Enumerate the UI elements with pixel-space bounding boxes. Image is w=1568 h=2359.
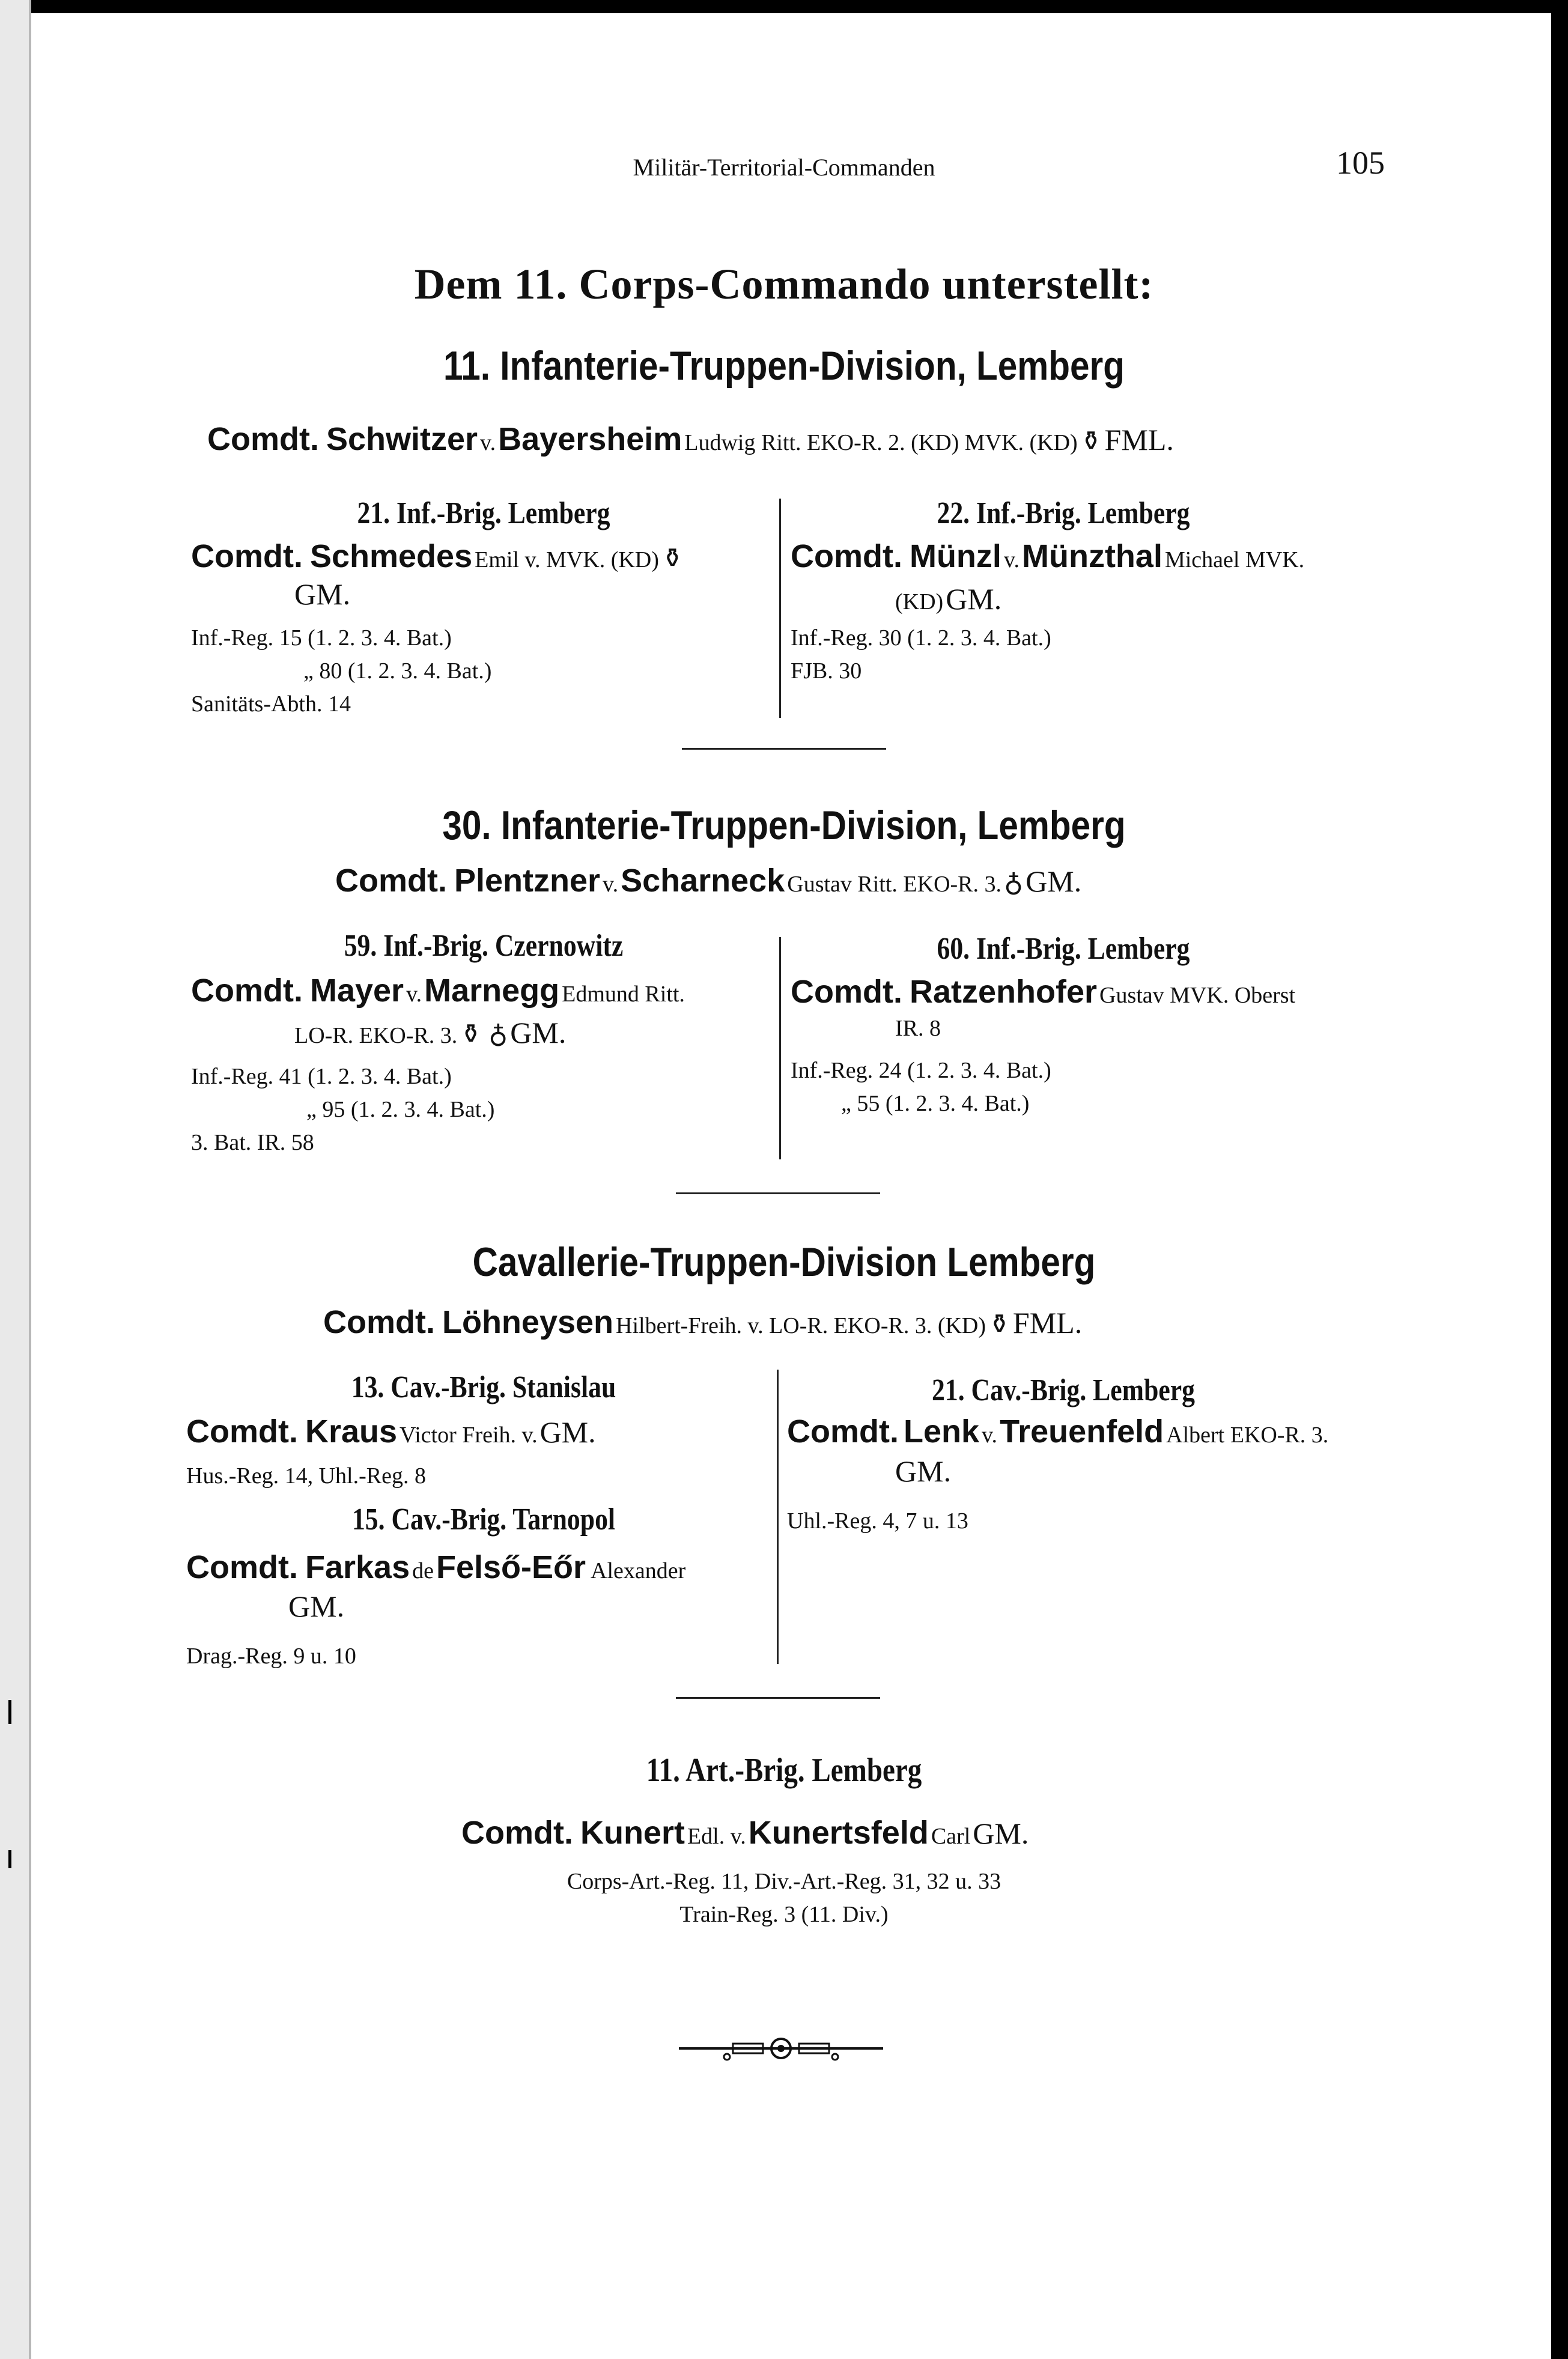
commander-details: Michael MVK. xyxy=(1164,547,1305,572)
commander-surname: Ratzenhofer xyxy=(909,974,1097,1010)
brigade-commander-21-inf xyxy=(191,538,684,575)
brigade-commander-15-cav xyxy=(186,1549,685,1586)
main-heading: Dem 11. Corps-Commando unterstellt: xyxy=(414,260,1154,308)
comdt-label: Comdt. xyxy=(461,1815,573,1851)
commander-surname: Schmedes xyxy=(309,538,473,574)
commander-details: IR. 8 xyxy=(895,1016,941,1041)
commander-details: Alexander xyxy=(591,1558,686,1583)
scan-mark xyxy=(8,1700,11,1724)
commander-details: (KD) xyxy=(895,589,944,615)
page-number: 105 xyxy=(1336,145,1385,181)
nobility-particle: Edl. v. xyxy=(687,1824,746,1849)
scan-border-top xyxy=(0,0,1568,13)
brigade-title-13-cav: 13. Cav.-Brig. Stanislau xyxy=(351,1370,616,1404)
nobility-particle: v. xyxy=(480,430,496,455)
commander-surname: Plentzner xyxy=(454,863,601,899)
commander-details: LO-R. EKO-R. 3. xyxy=(294,1023,458,1048)
commander-surname: Lenk xyxy=(903,1413,980,1450)
comdt-label: Comdt. xyxy=(186,1549,298,1585)
brigade-title-21-inf: 21. Inf.-Brig. Lemberg xyxy=(357,496,610,530)
division-title-11: 11. Infanterie-Truppen-Division, Lemberg xyxy=(443,343,1125,389)
commander-continuation xyxy=(895,581,1001,616)
unit-line: Drag.-Reg. 9 u. 10 xyxy=(186,1644,356,1669)
comdt-label: Comdt. xyxy=(791,974,902,1010)
unit-line: Uhl.-Reg. 4, 7 u. 13 xyxy=(787,1508,968,1534)
nobility-particle: v. xyxy=(603,872,619,897)
rank: FML. xyxy=(1104,423,1174,457)
division-commander-30 xyxy=(335,862,1081,899)
decoration-icon: ⚱ xyxy=(661,544,684,573)
commander-continuation xyxy=(294,1015,566,1050)
commander-surname-2: Münzthal xyxy=(1021,538,1162,574)
unit-line: 3. Bat. IR. 58 xyxy=(191,1130,314,1155)
comdt-label: Comdt. xyxy=(191,538,303,574)
commander-details: Emil v. MVK. (KD) xyxy=(475,547,659,572)
commander-details: Gustav Ritt. EKO-R. 3. xyxy=(787,872,1002,897)
unit-line: Train-Reg. 3 (11. Div.) xyxy=(679,1902,889,1927)
unit-line: Inf.-Reg. 30 (1. 2. 3. 4. Bat.) xyxy=(791,625,1051,651)
commander-surname: Löhneysen xyxy=(442,1304,614,1340)
nobility-particle: v. xyxy=(982,1422,998,1448)
commander-details: Hilbert-Freih. v. LO-R. EKO-R. 3. (KD) xyxy=(616,1313,986,1338)
commander-details: Carl xyxy=(931,1824,971,1849)
section-separator xyxy=(682,748,886,750)
running-title: Militär-Territorial-Commanden xyxy=(633,154,935,181)
division-commander-cavalry xyxy=(323,1304,1082,1341)
decoration-icon: ♁ xyxy=(1004,868,1024,897)
comdt-label: Comdt. xyxy=(335,863,447,899)
section-separator xyxy=(676,1697,880,1699)
rank: GM. xyxy=(510,1016,567,1049)
brigade-title-60-inf: 60. Inf.-Brig. Lemberg xyxy=(937,932,1190,966)
brigade-commander-60-inf xyxy=(791,973,1295,1010)
scan-border-right xyxy=(1551,0,1568,2359)
nobility-particle: v. xyxy=(406,982,422,1007)
commander-surname: Farkas xyxy=(305,1549,410,1585)
division-commander-11 xyxy=(207,420,1174,458)
column-divider xyxy=(777,1370,779,1664)
rank: GM. xyxy=(973,1817,1029,1850)
commander-surname-2: Scharneck xyxy=(621,863,785,899)
comdt-label: Comdt. xyxy=(207,421,319,457)
unit-line: Inf.-Reg. 24 (1. 2. 3. 4. Bat.) xyxy=(791,1058,1051,1083)
unit-line: „ 55 (1. 2. 3. 4. Bat.) xyxy=(841,1091,1030,1116)
division-title-30: 30. Infanterie-Truppen-Division, Lemberg xyxy=(442,803,1126,848)
nobility-particle: v. xyxy=(1003,547,1020,572)
comdt-label: Comdt. xyxy=(323,1304,435,1340)
commander-details: Gustav MVK. Oberst xyxy=(1099,983,1296,1008)
column-divider xyxy=(779,499,781,718)
commander-details: Ludwig Ritt. EKO-R. 2. (KD) MVK. (KD) xyxy=(684,430,1078,455)
brigade-commander-59-inf xyxy=(191,972,685,1009)
decoration-icons: ⚱ ♁ xyxy=(460,1019,508,1049)
brigade-title-59-inf: 59. Inf.-Brig. Czernowitz xyxy=(344,929,624,963)
rank: GM. xyxy=(895,1454,952,1488)
comdt-label: Comdt. xyxy=(186,1413,298,1450)
decoration-icon: ⚱ xyxy=(1080,427,1102,456)
brigade-title-15-cav: 15. Cav.-Brig. Tarnopol xyxy=(351,1502,616,1537)
rank: GM. xyxy=(539,1415,596,1449)
column-divider xyxy=(779,937,781,1159)
brigade-commander-13-cav xyxy=(186,1413,596,1450)
commander-surname-2: Felső-Eőr xyxy=(436,1549,586,1585)
brigade-commander-11-art xyxy=(461,1814,1029,1851)
rank: GM. xyxy=(294,577,351,611)
brigade-commander-22-inf xyxy=(791,538,1304,575)
rank: GM. xyxy=(946,582,1002,616)
commander-surname-2: Kunertsfeld xyxy=(748,1815,929,1851)
rank: GM. xyxy=(1026,864,1082,898)
unit-line: Sanitäts-Abth. 14 xyxy=(191,691,351,717)
rank: FML. xyxy=(1012,1306,1083,1340)
brigade-title-22-inf: 22. Inf.-Brig. Lemberg xyxy=(937,496,1190,530)
commander-details: Albert EKO-R. 3. xyxy=(1166,1422,1329,1448)
commander-surname-2: Bayersheim xyxy=(498,421,682,457)
comdt-label: Comdt. xyxy=(191,973,303,1009)
commander-details: Victor Freih. v. xyxy=(400,1422,538,1448)
brigade-title-11-art: 11. Art.-Brig. Lemberg xyxy=(646,1752,922,1789)
nobility-particle: de xyxy=(412,1558,434,1583)
rank: GM. xyxy=(288,1589,345,1623)
unit-line: Hus.-Reg. 14, Uhl.-Reg. 8 xyxy=(186,1463,426,1489)
commander-surname: Mayer xyxy=(309,973,404,1009)
commander-surname: Münzl xyxy=(909,538,1001,574)
unit-line: Inf.-Reg. 15 (1. 2. 3. 4. Bat.) xyxy=(191,625,452,651)
scan-mark xyxy=(8,1850,11,1868)
commander-surname-2: Marnegg xyxy=(424,973,560,1009)
scan-border-left xyxy=(0,0,31,2359)
end-ornament-icon xyxy=(673,2030,889,2066)
decoration-icon: ⚱ xyxy=(988,1310,1010,1339)
commander-surname: Kunert xyxy=(580,1815,685,1851)
unit-line: „ 95 (1. 2. 3. 4. Bat.) xyxy=(306,1097,495,1122)
commander-surname: Schwitzer xyxy=(326,421,478,457)
commander-surname: Kraus xyxy=(305,1413,398,1450)
section-separator xyxy=(676,1192,880,1194)
commander-details: Edmund Ritt. xyxy=(562,982,685,1007)
comdt-label: Comdt. xyxy=(787,1413,899,1450)
comdt-label: Comdt. xyxy=(791,538,902,574)
unit-line: FJB. 30 xyxy=(791,658,862,684)
brigade-title-21-cav: 21. Cav.-Brig. Lemberg xyxy=(932,1373,1195,1407)
division-title-cavalry: Cavallerie-Truppen-Division Lemberg xyxy=(472,1239,1096,1285)
unit-line: Corps-Art.-Reg. 11, Div.-Art.-Reg. 31, 32 u. 33 xyxy=(567,1869,1001,1894)
commander-surname-2: Treuenfeld xyxy=(1000,1413,1164,1450)
brigade-commander-21-cav xyxy=(787,1413,1328,1450)
unit-line: „ 80 (1. 2. 3. 4. Bat.) xyxy=(303,658,492,684)
unit-line: Inf.-Reg. 41 (1. 2. 3. 4. Bat.) xyxy=(191,1064,452,1089)
